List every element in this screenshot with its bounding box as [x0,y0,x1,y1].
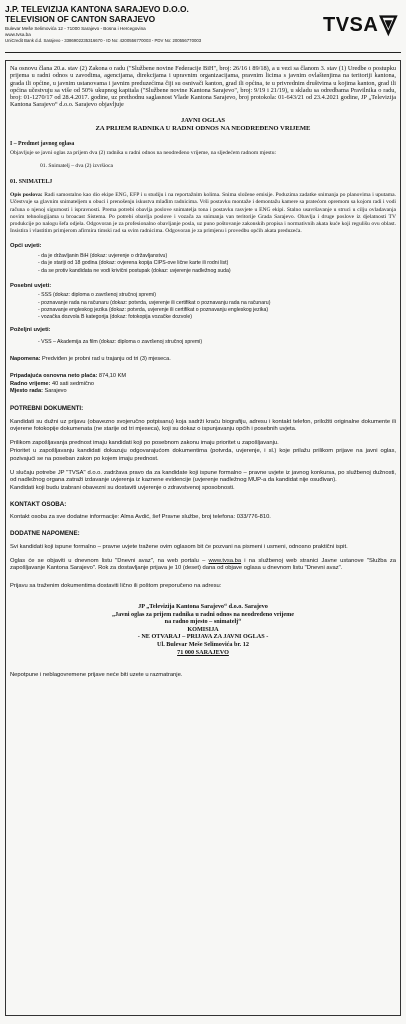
deadline-text: i na službenoj web stranici Javne ustanove "Služba za zapošljavanje Kantona Sarajevo". Rok za dostavljanje prijava je 10 (deset) dana od objave oglasa u dnevnom listu "Dnevni avaz". [10,557,396,572]
additional-notes-heading: DODATNE NAPOMENE: [10,530,80,538]
list-item: - VSS – Akademija za film (dokaz: diploma o završenoj stručnoj spremi) [38,339,396,346]
list-item: - vozačka dozvola B kategorija (dokaz: fotokopija vozačke dozvole) [38,314,396,321]
position-heading: 01. SNIMATELJ [10,178,53,185]
job-description-label: Opis poslova: [10,192,43,199]
general-conditions-heading: Opći uvjeti: [10,243,42,250]
special-conditions-list [10,292,396,321]
contact-text: Kontakt osoba za sve dodatne informacije: Alma Avdić, šef Pravne službe, broj telefona: 033/776-810. [10,514,271,521]
address-line: KOMISIJA [187,625,219,633]
title-line-1: JAVNI OGLAS [180,116,226,124]
letterhead [5,4,401,53]
preferred-conditions-heading: Poželjni uvjeti: [10,327,51,334]
probation-note-label: Napomena: [10,356,41,363]
announcement-body [5,60,401,1016]
legal-basis-paragraph: Na osnovu člana 20.a. stav (2) Zakona o radu ("Službene novine Federacije BiH", broj: 26/16 i 89/18), a u vezi sa članom 3. stav (1) Uredbe o postupku prijema u radni odnos u zavodima, agencijama, direkcijama i upravnim organizacijama, pravnim licima s javnim ovlaštenjima na teritoriji kantona, grada ili općine, u javnim ustanovama i javnim preduzećima čiji su osnivači kanton, grad ili općina, te u privrednim društvima u kojima kanton, grad ili općina učestvuju sa više od 50% ukupnog kapitala ("Službene novine Kantona Sarajevo", broj: 9/19 i 21/19), u skladu sa odredbama Pravilnika o radu, broj: 01-1270/17 od 28.4.2017. godine, uz prethodnu saglasnost Vlade Kantona Sarajevo, broj protokola: 01-643/21 od 23.4.2021 godine, JP „Televizija Kantona Sarajevo“ d.o.o. Sarajevo objavljuje [10,65,396,109]
job-description-text: Radi samostalno kao dio ekipe ENG, EFP i u studiju i na reportažnim kolima. Snima složene emisije. Poduzima zadatke snimanja po planovima i uputama. Učestvuje sa glavnim snimateljem u obuci i prenošenju iskustva mlađim radnicima. Vrši postavku montaže i demontažu kamere sa pratećom opremom sa kojom radi i vodi računa o njenoj sigurnosti i ispravnosti. Prema potrebi obavlja poslove snimatelja tona i postavku rasvjete u ENG ekipi. Stalno usavršavanje u struci u cilju ovladavanja novim tehnologijama u broacast Sistema. Po potrebi obavlja poslove i vozača za snimanja van teritorije Grada Sarajevo. Obavlja i druge poslove iz djelatnosti TV produkcije po nalogu šefa odjela. Odgovoran je za profesionalno obavljanje posla, uz puno poštovanje zakonskih propisa i normativnih akata kuće koji regulišu ovu oblast. Insistira i vlastitim primjerom afirmira timski rad sa svim radnicima. Odgovoran je za primjenu i provedbu općih akata preduzeća. [10,192,396,235]
list-item: - poznavanje rada na računaru (dokaz: potvrda, uvjerenje ili certifikat o poznavanju rada na računaru) [38,300,396,307]
contact-heading: KONTAKT OSOBA: [10,500,67,508]
hours-value: 40 sati sedmično [51,380,94,387]
tvsa-logo [323,10,399,40]
list-item: - SSS (dokaz: diploma o završenoj stručnoj spremi) [38,292,396,299]
salary-value: 874,10 KM [98,373,126,380]
footer-note: Nepotpune i neblagovremene prijave neće biti uzete u razmatranje. [10,672,183,679]
place-value: Sarajevo [44,387,67,394]
job-description [10,192,396,235]
logo-text: TVSA [323,14,379,36]
list-item: - da je državljanin BiH (dokaz: uvjerenje o državljanstvu) [38,253,396,260]
place-label: Mjesto rada: [10,387,43,394]
address-line: JP „Televizija Kantona Sarajevo“ d.o.o. Sarajevo [138,602,268,610]
announcement-title [10,117,396,133]
address-line: 71 000 SARAJEVO [177,648,229,656]
documents-paragraph-1: Kandidati su dužni uz prijavu (obavezno svojeručno potpisanu) koja sadrži kraću biografiju, adresu i kontakt telefon, priložiti originalne dokumente ili ovjerene fotokopije dokumenata (ne starije od tri mjeseca), koji su dokaz o ispunjavanju općih i posebnih uvjeta. [10,418,396,433]
position-item: 01. Snimatelj – dva (2) izvršioca [40,163,114,170]
title-line-2: ZA PRIJEM RADNIKA U RADNI ODNOS NA NEODREĐENO VRIJEME [95,124,311,132]
company-website: www.tvsa.ba [5,32,31,37]
address-line: na radno mjesto – snimatelj“ [164,618,242,626]
additional-notes-paragraph-1: Svi kandidati koji ispune formalno – pravne uvjete tražene ovim oglasom bit će pozvani na pismeni i usmeni, odnosno praktični ispit. [10,543,348,550]
job-details [10,373,396,395]
submission-instruction: Prijavu sa traženim dokumentima dostaviti lično ili poštom preporučeno na adresu: [10,583,222,590]
company-name: J.P. TELEVIZIJA KANTONA SARAJEVO D.O.O. [5,4,189,14]
website-link[interactable]: www.tvsa.ba [208,557,242,564]
address-line: - NE OTVARAJ – PRIJAVA ZA JAVNI OGLAS - [137,633,269,641]
company-address: Bulevar Meše Selimovića 12 - 71000 Sarajevo - Bosna i Hercegovina [5,26,146,31]
hours-label: Radno vrijeme: [10,380,51,387]
special-conditions-heading: Posebni uvjeti: [10,282,52,289]
probation-note [10,356,396,363]
mailing-address-block [10,603,396,656]
documents-heading: POTREBNI DOKUMENTI: [10,405,84,413]
subject-heading: I – Predmet javnog oglasa [10,140,75,147]
preferred-conditions-list [10,339,396,346]
documents-paragraph-5: Kandidati koji budu izabrani obavezni su dostaviti uvjerenje o zdravstvenoj sposobnosti. [10,485,235,492]
general-conditions-list [10,253,396,275]
list-item: - da je stariji od 18 godina (dokaz: ovjerena kopija CIPS-ove lične karte ili rodni list) [38,260,396,267]
bank-details: UniCredit Bank d.d. Sarajevo - 3386902235316670 - ID No: 4200556770003 - PDV No: 200556770003 [5,38,202,43]
address-line: „Javni oglas za prijem radnika u radni odnos na neodređeno vrijeme [111,610,295,618]
subject-text: Objavljuje se javni oglas za prijem dva (2) radnika u radni odnos na neodređeno vrijeme, na sljedećem radnom mjestu: [10,150,277,157]
logo-mark-icon [378,13,399,37]
address-line: Ul. Bulevar Meše Selimovića br. 12 [157,640,249,648]
additional-notes-paragraph-2 [10,558,396,574]
probation-note-text: Predviđen je probni rad u trajanju od tri (3) mjeseca. [42,356,171,363]
list-item: - poznavanje engleskog jezika (dokaz: potvrda, uvjerenje ili certifikat o poznavanju engleskog jezika) [38,307,396,314]
documents-paragraph-3: Prioritet u zapošljavanju kandidati dokazuju odgovarajućom dokumentima (potvrda, uvjerenje, i sl.) koje prilažu prilikom prijave na javni oglas, pozivajući se na poseban zakon po kojem imaju prednost. [10,447,396,462]
salary-label: Pripadajuća osnovna neto plaća: [10,373,98,380]
documents-paragraph-4: U slučaju potrebe JP "TVSA" d.o.o. zadržava pravo da za kandidate koji ispune formalno – pravne uvjete iz javnog konkursa, po službenoj dužnosti, od nadležnog organa zatraži izdavanje uvjerenja iz kaznene evidencije (uvjerenje nadležnog MUP-a da kandidat nije osuđivan). [10,469,396,484]
list-item: - da se protiv kandidata ne vodi krivični postupak (dokaz: uvjerenje nadležnog suda) [38,268,396,275]
documents-paragraph-2: Prilikom zapošljavanja prednost imaju kandidati koji po posebnom zakonu imaju prioritet u zapošljavanju. [10,440,279,447]
company-name-english: TELEVISION OF CANTON SARAJEVO [5,14,156,24]
publication-text: Oglas će se objaviti u dnevnom listu "Dnevni avaz", na web portalu – [10,557,209,564]
